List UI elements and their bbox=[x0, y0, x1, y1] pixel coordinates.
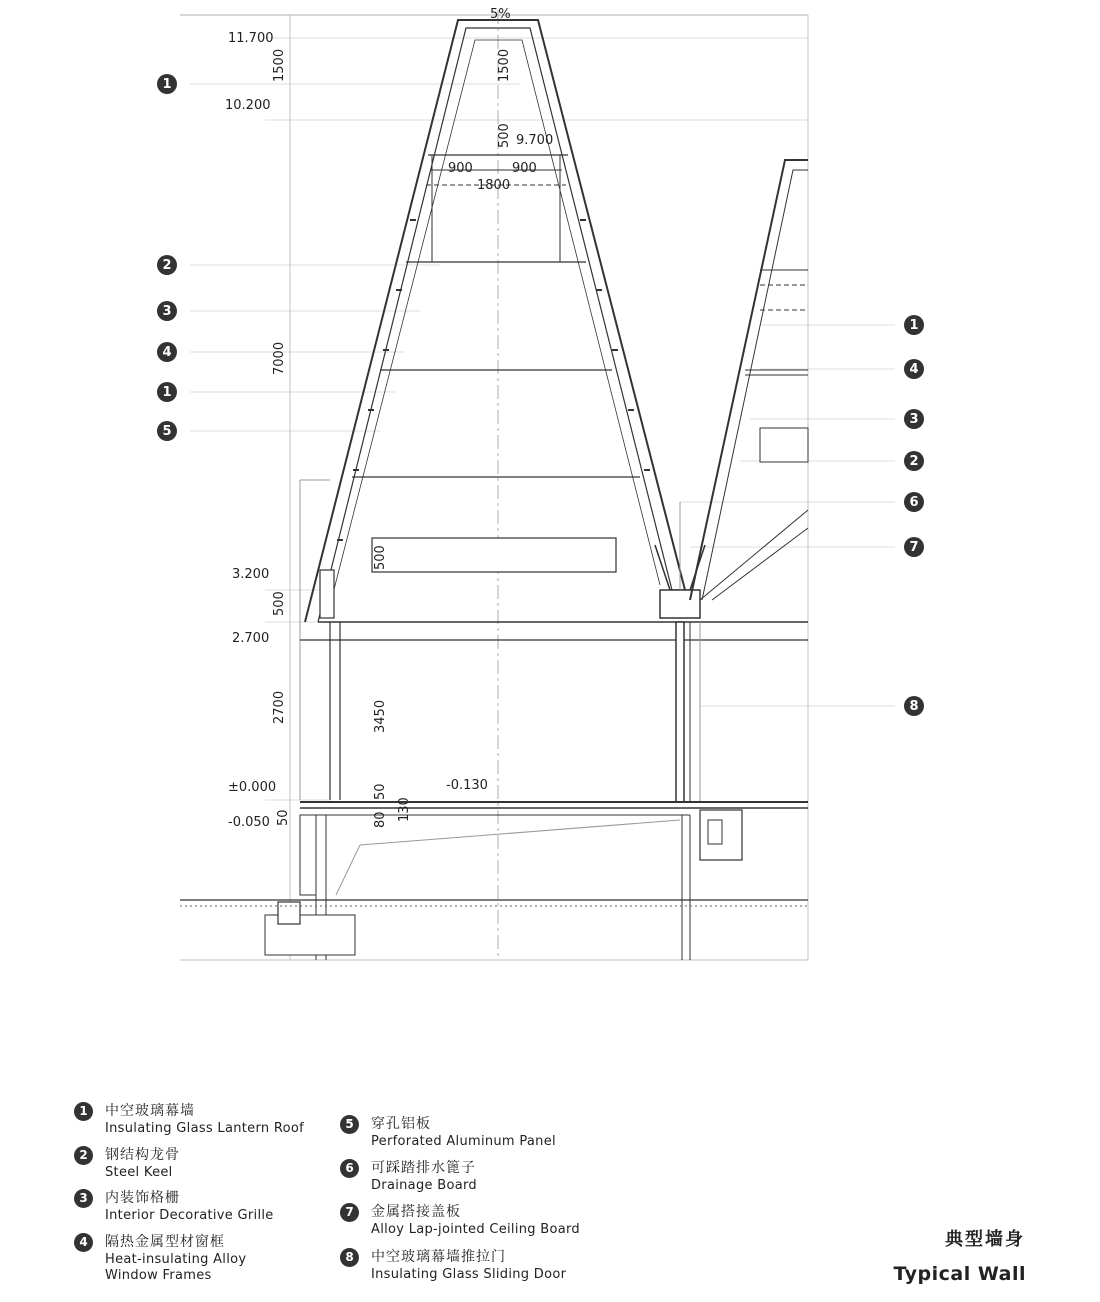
dimension-label: 80 bbox=[373, 811, 388, 828]
elevation-label: -0.130 bbox=[446, 778, 488, 793]
legend-label-cn: 中空玻璃幕墙推拉门 bbox=[371, 1249, 506, 1265]
dimension-label: 500 bbox=[272, 591, 287, 616]
elevation-label: ±0.000 bbox=[228, 780, 277, 795]
legend-label-en: Steel Keel bbox=[105, 1165, 173, 1180]
dimension-label: 50 bbox=[373, 783, 388, 800]
dimension-label: 130 bbox=[397, 797, 412, 822]
elevation-label: 2.700 bbox=[232, 631, 270, 646]
elevation-label: 9.700 bbox=[516, 133, 554, 148]
drawing-title-en: Typical Wall bbox=[893, 1263, 1026, 1285]
callout-number: 1 bbox=[909, 318, 919, 333]
dimension-label: 1500 bbox=[272, 48, 287, 82]
dimension-label: 500 bbox=[497, 123, 512, 148]
drawing-title-cn: 典型墙身 bbox=[945, 1229, 1025, 1250]
callout-number: 3 bbox=[162, 304, 172, 319]
legend-number: 4 bbox=[74, 1233, 93, 1252]
slope-label: 5% bbox=[490, 7, 511, 22]
legend-label-en: Alloy Lap-jointed Ceiling Board bbox=[371, 1222, 580, 1237]
dimension-label: 7000 bbox=[272, 341, 287, 375]
callout-number: 1 bbox=[162, 385, 172, 400]
legend-label-en: Interior Decorative Grille bbox=[105, 1208, 274, 1223]
legend-number: 2 bbox=[74, 1146, 93, 1165]
callout-number: 2 bbox=[162, 258, 172, 273]
legend-number: 8 bbox=[340, 1248, 359, 1267]
legend-label-cn: 钢结构龙骨 bbox=[105, 1147, 180, 1163]
callout-number: 3 bbox=[909, 412, 919, 427]
legend-label-en: Heat-insulating Alloy bbox=[105, 1252, 247, 1267]
callout-number: 4 bbox=[162, 345, 172, 360]
legend-label-cn: 金属搭接盖板 bbox=[371, 1204, 461, 1220]
dimension-label: 2700 bbox=[272, 690, 287, 724]
dimension-label: 3450 bbox=[373, 699, 388, 733]
callout-number: 8 bbox=[909, 699, 919, 714]
callout-number: 2 bbox=[909, 454, 919, 469]
legend-label-cn: 内装饰格栅 bbox=[105, 1190, 180, 1206]
callout-number: 5 bbox=[162, 424, 172, 439]
elevation-label: 11.700 bbox=[228, 31, 274, 46]
dimension-label: 50 bbox=[276, 809, 291, 826]
elevation-label: -0.050 bbox=[228, 815, 270, 830]
callout-number: 7 bbox=[909, 540, 919, 555]
legend-number: 3 bbox=[74, 1189, 93, 1208]
callout-number: 1 bbox=[162, 77, 172, 92]
legend-label-cn: 可踩踏排水篦子 bbox=[371, 1160, 476, 1176]
legend-number: 5 bbox=[340, 1115, 359, 1134]
legend-label-cn: 穿孔铝板 bbox=[371, 1116, 431, 1132]
legend-number: 6 bbox=[340, 1159, 359, 1178]
dimension-label: 900 bbox=[512, 161, 537, 176]
dimension-label: 1500 bbox=[497, 48, 512, 82]
legend-label-en: Perforated Aluminum Panel bbox=[371, 1134, 556, 1149]
elevation-label: 10.200 bbox=[225, 98, 271, 113]
legend-label-cn: 中空玻璃幕墙 bbox=[105, 1103, 195, 1119]
legend-number: 1 bbox=[74, 1102, 93, 1121]
callout-number: 6 bbox=[909, 495, 919, 510]
elevation-label: 3.200 bbox=[232, 567, 270, 582]
legend-label-cn: 隔热金属型材窗框 bbox=[105, 1234, 225, 1250]
callout-number: 4 bbox=[909, 362, 919, 377]
legend-label-en: Insulating Glass Sliding Door bbox=[371, 1267, 567, 1282]
dimension-label: 500 bbox=[373, 545, 388, 570]
legend-label-en-2: Window Frames bbox=[105, 1268, 212, 1283]
legend-label-en: Insulating Glass Lantern Roof bbox=[105, 1121, 304, 1136]
dimension-label: 900 bbox=[448, 161, 473, 176]
dimension-label: 1800 bbox=[477, 178, 511, 193]
legend-label-en: Drainage Board bbox=[371, 1178, 477, 1193]
legend-number: 7 bbox=[340, 1203, 359, 1222]
